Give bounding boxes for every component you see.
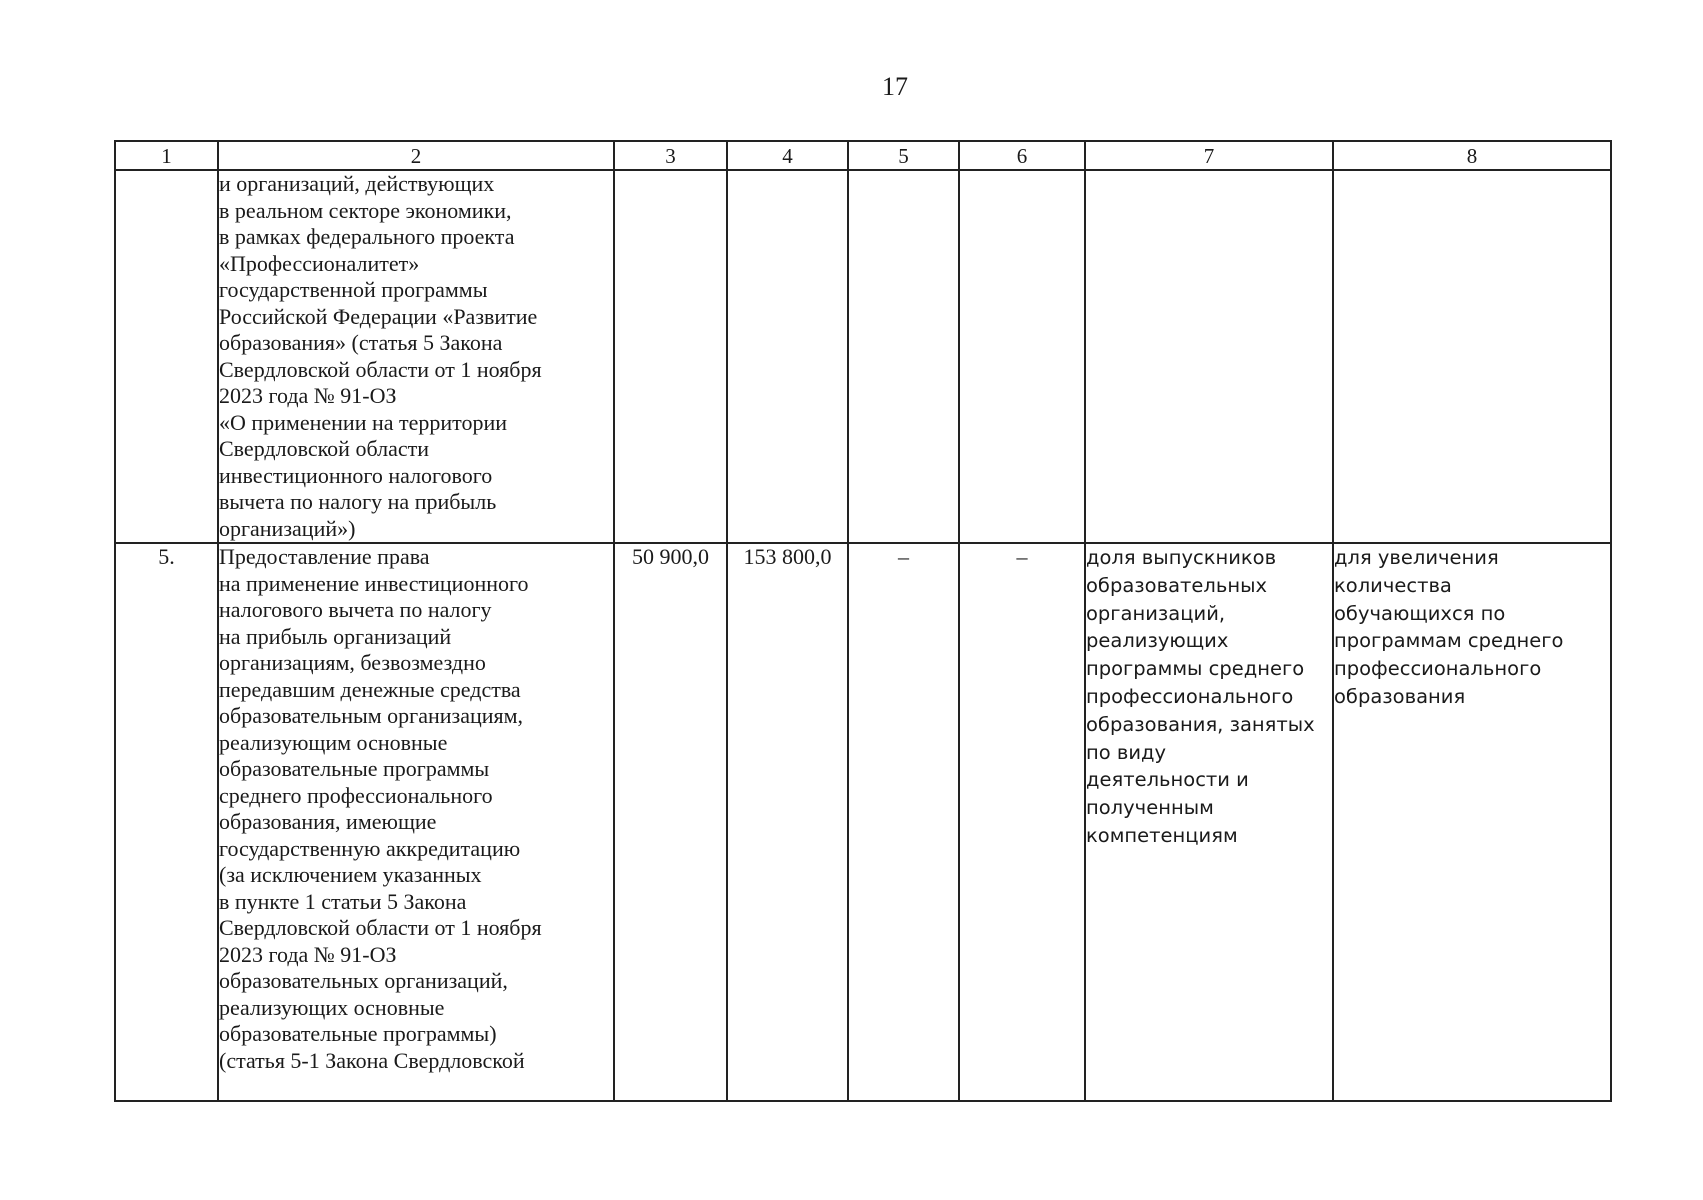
row5-col6-value: –: [959, 543, 1085, 1101]
continued-cell-col5: [848, 170, 959, 543]
row5-purpose: [1333, 543, 1611, 1101]
text-line: реализующим основные: [219, 729, 448, 755]
continued-cell-col3: [614, 170, 727, 543]
text-line: 2023 года № 91-ОЗ: [219, 941, 397, 967]
text-line: образования, имеющие: [219, 809, 437, 834]
text-line: количества: [1334, 573, 1452, 597]
column-header-8: 8: [1333, 141, 1611, 170]
text-line: Свердловской области от 1 ноября: [219, 915, 542, 940]
text-line: «О применении на территории: [219, 409, 508, 435]
text-line: полученным: [1086, 796, 1214, 820]
text-line: обучающихся по: [1334, 601, 1506, 625]
text-line: программам среднего: [1334, 629, 1564, 653]
text-line: в рамках федерального проекта: [219, 224, 515, 249]
row5-indicator: [1085, 543, 1333, 1101]
text-line: образовательных: [1086, 573, 1268, 597]
text-line: в пункте 1 статьи 5 Закона: [219, 888, 467, 914]
row5-purpose-text: [1334, 544, 1610, 711]
text-line: Российской Федерации «Развитие: [219, 303, 538, 329]
continued-cell-description: [218, 170, 614, 543]
continued-cell-col4: [727, 170, 848, 543]
text-line: по виду: [1086, 740, 1167, 764]
text-line: Свердловской области: [219, 436, 429, 461]
row5-description: [218, 543, 614, 1101]
continued-cell-col6: [959, 170, 1085, 543]
text-line: деятельности и: [1086, 768, 1249, 792]
text-line: передавшим денежные средства: [219, 676, 521, 702]
text-line: на применение инвестиционного: [219, 570, 529, 596]
continued-cell-col7: [1085, 170, 1333, 543]
text-line: образовательные программы: [219, 756, 490, 781]
text-line: налогового вычета по налогу: [219, 597, 492, 622]
column-header-4: 4: [727, 141, 848, 170]
text-line: реализующих основные: [219, 994, 445, 1020]
table-row-continued: [115, 170, 1611, 543]
text-line: 2023 года № 91-ОЗ: [219, 383, 397, 408]
continued-cell-number: [115, 170, 218, 543]
text-line: компетенциям: [1086, 823, 1238, 847]
text-line: на прибыль организаций: [219, 623, 452, 649]
continued-description-text: [219, 171, 613, 542]
text-line: для увеличения: [1334, 546, 1499, 569]
text-line: доля выпускников: [1086, 546, 1277, 569]
row5-col5-value: –: [848, 543, 959, 1101]
text-line: образовательным организациям,: [219, 703, 524, 728]
text-line: образования: [1334, 684, 1466, 708]
text-line: (статья 5-1 Закона Свердловской: [219, 1047, 525, 1073]
text-line: в реальном секторе экономики,: [219, 197, 512, 223]
table-row-5: [115, 543, 1611, 1101]
column-header-1: 1: [115, 141, 218, 170]
column-header-7: 7: [1085, 141, 1333, 170]
text-line: образовательные программы): [219, 1021, 497, 1046]
text-line: профессионального: [1334, 657, 1542, 681]
row-number: 5.: [115, 543, 218, 1101]
column-header-6: 6: [959, 141, 1085, 170]
text-line: вычета по налогу на прибыль: [219, 489, 497, 514]
data-table: [114, 140, 1612, 1102]
text-line: профессионального: [1086, 684, 1294, 708]
row5-col3-value: 50 900,0: [614, 543, 727, 1101]
continued-cell-col8: [1333, 170, 1611, 543]
text-line: реализующих: [1086, 629, 1229, 653]
page-number: 17: [882, 72, 908, 101]
text-line: программы среднего: [1086, 657, 1305, 681]
text-line: «Профессионалитет»: [219, 250, 420, 276]
row5-col4-value: 153 800,0: [727, 543, 848, 1101]
text-line: организаций»): [219, 515, 356, 541]
text-line: инвестиционного налогового: [219, 462, 493, 488]
column-header-3: 3: [614, 141, 727, 170]
text-line: среднего профессионального: [219, 782, 493, 808]
header-row: [115, 141, 1611, 170]
column-header-5: 5: [848, 141, 959, 170]
row5-indicator-text: [1086, 544, 1332, 850]
row5-description-text: [219, 544, 613, 1074]
text-line: организациям, безвозмездно: [219, 650, 486, 675]
text-line: и организаций, действующих: [219, 171, 495, 196]
text-line: Свердловской области от 1 ноября: [219, 356, 542, 382]
text-line: (за исключением указанных: [219, 862, 482, 887]
column-header-2: 2: [218, 141, 614, 170]
text-line: государственную аккредитацию: [219, 835, 521, 861]
text-line: образования» (статья 5 Закона: [219, 330, 503, 355]
text-line: образовательных организаций,: [219, 968, 508, 993]
text-line: образования, занятых: [1086, 712, 1315, 736]
text-line: Предоставление права: [219, 544, 430, 569]
text-line: государственной программы: [219, 277, 488, 302]
text-line: организаций,: [1086, 601, 1226, 625]
